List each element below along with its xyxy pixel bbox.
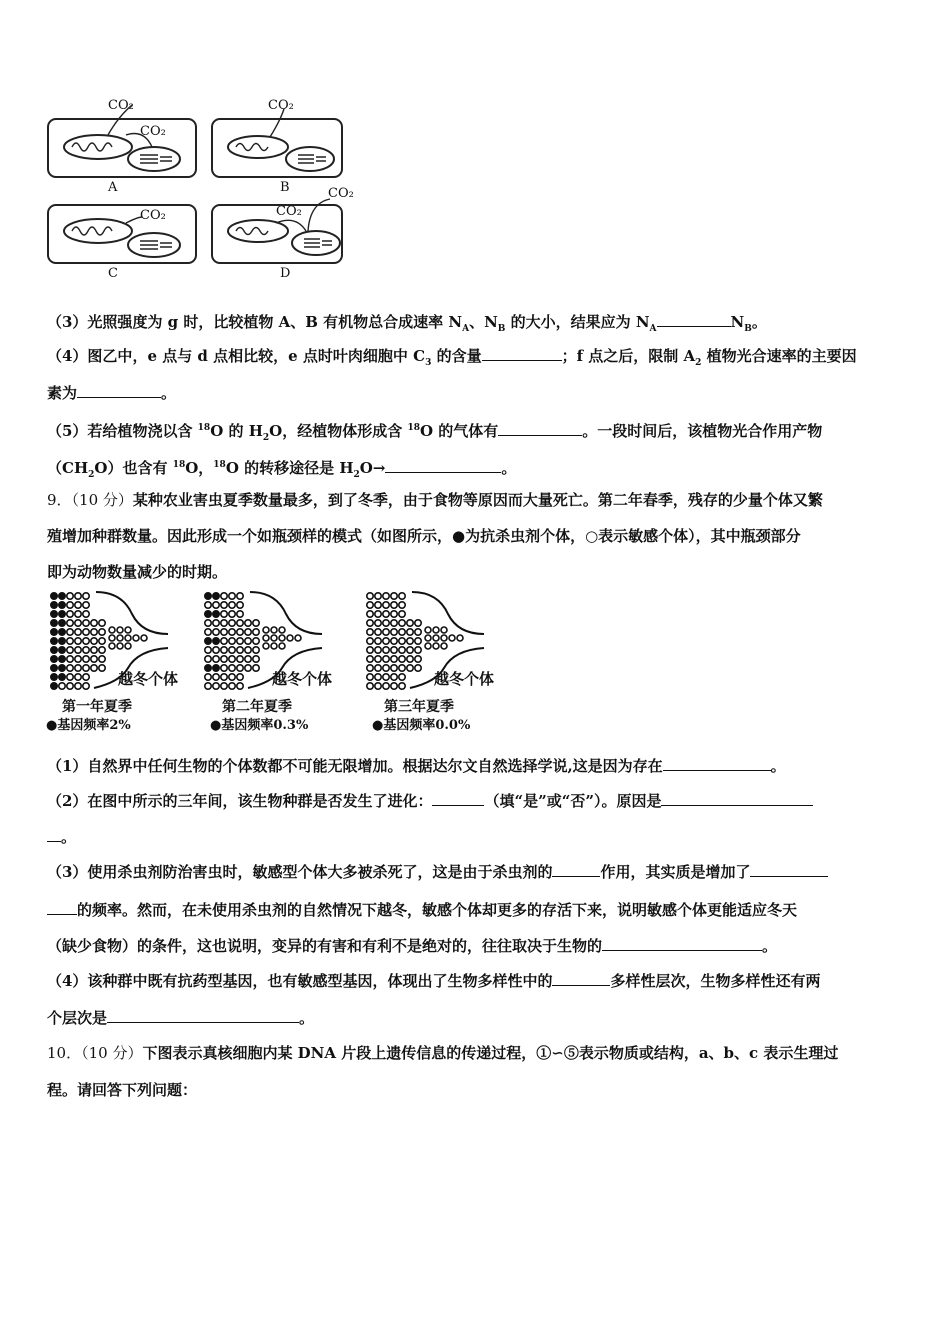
population-dot <box>425 643 431 649</box>
population-dot <box>221 674 227 680</box>
population-dot <box>407 638 413 644</box>
population-dot <box>213 629 219 635</box>
population-dot <box>59 665 65 671</box>
population-dot <box>237 656 243 662</box>
population-dot <box>51 629 57 635</box>
population-dot <box>287 635 293 641</box>
population-dot <box>441 643 447 649</box>
population-dot <box>399 602 405 608</box>
population-dot <box>125 643 131 649</box>
answer-blank[interactable] <box>602 936 762 951</box>
population-dot <box>415 629 421 635</box>
population-dot <box>109 643 115 649</box>
population-dot <box>399 647 405 653</box>
population-dot <box>253 647 259 653</box>
population-dot <box>415 620 421 626</box>
population-dot <box>59 647 65 653</box>
population-dot <box>415 647 421 653</box>
population-dot <box>383 647 389 653</box>
population-dot <box>383 674 389 680</box>
population-dot <box>391 683 397 689</box>
winter-label-1: 越冬个体 <box>118 670 179 688</box>
population-dot <box>67 674 73 680</box>
population-dot <box>391 647 397 653</box>
population-dot <box>99 629 105 635</box>
population-dot <box>67 620 73 626</box>
q9-part3-line2: 的频率。然而，在未使用杀虫剂的自然情况下越冬，敏感个体却更多的存活下来，说明敏感个体更能适应冬天 <box>47 900 907 920</box>
population-dot <box>213 683 219 689</box>
population-dot <box>271 627 277 633</box>
population-dot <box>205 665 211 671</box>
population-dot <box>67 602 73 608</box>
bottle-outline-top <box>250 592 322 634</box>
mitochondrion-a <box>64 135 132 159</box>
population-dot <box>383 638 389 644</box>
population-dot <box>229 638 235 644</box>
season-label-3: 第三年夏季 <box>384 699 454 715</box>
q8-part5-line2: $(CH_2O)$也含有 $^{18}$O，$^{18}$O 的转移途径是 $H_2O\to$ 。 <box>47 459 517 480</box>
population-dot <box>367 620 373 626</box>
population-dot <box>91 638 97 644</box>
cell-c-outline <box>48 205 196 263</box>
population-dot <box>83 665 89 671</box>
population-dot <box>399 593 405 599</box>
population-dot <box>253 665 259 671</box>
population-dot <box>253 638 259 644</box>
q10-line2: 程。请回答下列问题： <box>47 1081 198 1099</box>
winter-label-3: 越冬个体 <box>434 670 495 688</box>
population-dot <box>383 656 389 662</box>
q8-part4-line1: （4）图乙中，e 点与 d 点相比较，e 点时叶肉细胞中 $C_3$ 的含量 ；f 点之后，限制 $A_2$ 植物光合速率的主要因 <box>47 347 857 368</box>
population-dot <box>245 629 251 635</box>
population-dot <box>75 656 81 662</box>
population-dot <box>75 611 81 617</box>
answer-blank[interactable] <box>498 421 582 436</box>
population-dot <box>441 635 447 641</box>
population-dot <box>383 602 389 608</box>
population-dot <box>383 593 389 599</box>
population-dot <box>383 665 389 671</box>
cell-label-d: D <box>280 266 291 281</box>
season-label-1: 第一年夏季 <box>62 699 132 715</box>
population-dot <box>205 611 211 617</box>
population-dot <box>237 611 243 617</box>
population-dot <box>367 674 373 680</box>
population-dot <box>83 656 89 662</box>
question-number: 10．（10 分） <box>47 1044 143 1062</box>
population-dot <box>221 638 227 644</box>
population-dot <box>415 665 421 671</box>
freq-label-3: ●基因频率0.0% <box>372 718 471 733</box>
population-dot <box>399 674 405 680</box>
co2-label-c: CO₂ <box>140 208 166 223</box>
population-dot <box>237 674 243 680</box>
population-dot <box>229 611 235 617</box>
population-dot <box>117 635 123 641</box>
population-dot <box>237 638 243 644</box>
population-dot <box>221 665 227 671</box>
population-dot <box>83 674 89 680</box>
population-dot <box>221 683 227 689</box>
population-dot <box>59 602 65 608</box>
population-dot <box>221 602 227 608</box>
answer-blank[interactable] <box>657 312 731 327</box>
population-dot <box>213 611 219 617</box>
co2-label-d1: CO₂ <box>276 204 302 219</box>
population-dot <box>75 647 81 653</box>
population-dot <box>375 593 381 599</box>
answer-blank[interactable] <box>107 1008 299 1023</box>
q9-intro-line2: 殖增加种群数量。因此形成一个如瓶颈样的模式（如图所示，●为抗杀虫剂个体，○表示敏感个体），其中瓶颈部分 <box>47 527 801 545</box>
population-dot <box>91 629 97 635</box>
population-dot <box>391 638 397 644</box>
bottleneck-figure <box>44 590 524 740</box>
answer-blank[interactable] <box>432 791 484 806</box>
population-dot <box>117 627 123 633</box>
population-dot <box>433 627 439 633</box>
population-dot <box>51 611 57 617</box>
population-dot <box>213 647 219 653</box>
q9-part4-line2: 个层次是 。 <box>47 1009 315 1027</box>
population-dot <box>99 638 105 644</box>
population-dot <box>75 602 81 608</box>
population-dot <box>221 656 227 662</box>
population-dot <box>51 647 57 653</box>
population-dot <box>457 635 463 641</box>
population-dot <box>221 611 227 617</box>
population-dot <box>99 656 105 662</box>
population-dot <box>99 647 105 653</box>
population-dot <box>425 627 431 633</box>
population-dot <box>59 593 65 599</box>
q8-part3: （3）光照强度为 g 时，比较植物 A、B 有机物总合成速率 $N_A$、$N_B$ 的大小，结果应为 $N_A$ $N_B$。 <box>47 313 767 334</box>
population-dot <box>279 643 285 649</box>
q9-intro-line1: 9．（10 分）某种农业害虫夏季数量最多，到了冬季，由于食物等原因而大量死亡。第二年春季，残存的少量个体又繁 <box>47 491 823 509</box>
population-dot <box>59 629 65 635</box>
answer-blank[interactable] <box>750 862 828 877</box>
population-dot <box>205 656 211 662</box>
population-dot <box>213 638 219 644</box>
population-dot <box>391 629 397 635</box>
population-dot <box>415 656 421 662</box>
population-dot <box>213 593 219 599</box>
population-dot <box>295 635 301 641</box>
population-dot <box>375 638 381 644</box>
population-dot <box>407 629 413 635</box>
population-dot <box>237 665 243 671</box>
population-dot <box>125 635 131 641</box>
population-dot <box>237 629 243 635</box>
answer-blank[interactable] <box>482 346 562 361</box>
population-dot <box>205 647 211 653</box>
population-dot <box>51 674 57 680</box>
q8-part5-line1: （5）若给植物浇以含 $^{18}$O 的 $H_2O$，经植物体形成含 $^{18}$O 的气体有 。一段时间后，该植物光合作用产物 <box>47 422 823 443</box>
bottle-outline-top <box>412 592 484 634</box>
population-dot <box>375 602 381 608</box>
population-dot <box>205 593 211 599</box>
population-dot <box>367 647 373 653</box>
population-dot <box>83 602 89 608</box>
cell-label-b: B <box>280 180 290 195</box>
population-dot <box>205 683 211 689</box>
population-dot <box>391 674 397 680</box>
answer-blank[interactable] <box>47 827 61 842</box>
population-dot <box>205 674 211 680</box>
population-dot <box>205 638 211 644</box>
answer-blank[interactable] <box>385 458 501 473</box>
season-label-2: 第二年夏季 <box>222 699 292 715</box>
population-dot <box>75 683 81 689</box>
population-dot <box>391 656 397 662</box>
q9-part2-line2: 。 <box>47 827 907 847</box>
population-dot <box>51 638 57 644</box>
population-dot <box>67 656 73 662</box>
population-dot <box>213 665 219 671</box>
population-dot <box>67 665 73 671</box>
population-dot <box>399 638 405 644</box>
population-dot <box>229 629 235 635</box>
q10-line1: 10．（10 分）下图表示真核细胞内某 DNA 片段上遗传信息的传递过程，①∽⑤表示物质或结构，a、b、c 表示生理过 <box>47 1044 839 1062</box>
population-dot <box>205 620 211 626</box>
population-dot <box>59 638 65 644</box>
population-dot <box>391 611 397 617</box>
population-dot <box>263 627 269 633</box>
population-dot <box>237 620 243 626</box>
population-dot <box>425 635 431 641</box>
population-dot <box>229 665 235 671</box>
population-dot <box>229 674 235 680</box>
population-dot <box>391 602 397 608</box>
population-dot <box>399 629 405 635</box>
population-dot <box>375 611 381 617</box>
population-dot <box>399 656 405 662</box>
population-dot <box>375 665 381 671</box>
population-dot <box>253 620 259 626</box>
population-dot <box>229 683 235 689</box>
q9-part3-line3: （缺少食物）的条件，这也说明，变异的有害和有利不是绝对的，往往取决于生物的 。 <box>47 937 778 955</box>
population-dot <box>367 656 373 662</box>
population-dot <box>237 647 243 653</box>
mitochondrion-c <box>64 219 132 243</box>
population-dot <box>75 620 81 626</box>
population-dot <box>229 656 235 662</box>
population-dot <box>399 665 405 671</box>
co2-label-a2: CO₂ <box>140 124 166 139</box>
population-dot <box>245 638 251 644</box>
cell-a-outline <box>48 119 196 177</box>
population-dot <box>229 620 235 626</box>
population-dot <box>75 638 81 644</box>
q9-part2-line1: （2）在图中所示的三年间，该生物种群是否发生了进化： （填“是”或“否”）。原因是 <box>47 791 907 811</box>
co2-label-a1: CO₂ <box>108 98 134 113</box>
answer-blank[interactable] <box>661 791 813 806</box>
mitochondrion-b <box>228 136 288 158</box>
population-dot <box>221 593 227 599</box>
population-dot <box>415 638 421 644</box>
population-dot <box>375 683 381 689</box>
population-dot <box>237 593 243 599</box>
population-dot <box>407 620 413 626</box>
population-dot <box>383 620 389 626</box>
cell-label-a: A <box>108 180 118 195</box>
population-dot <box>375 656 381 662</box>
population-dot <box>109 627 115 633</box>
population-dot <box>375 674 381 680</box>
population-dot <box>91 665 97 671</box>
population-dot <box>59 674 65 680</box>
population-dot <box>51 683 57 689</box>
population-dot <box>221 647 227 653</box>
population-dot <box>399 620 405 626</box>
population-dot <box>245 665 251 671</box>
population-dot <box>67 638 73 644</box>
population-dot <box>83 683 89 689</box>
population-dot <box>75 674 81 680</box>
population-dot <box>213 620 219 626</box>
population-dot <box>399 611 405 617</box>
mitochondrion-d <box>228 220 288 242</box>
population-dot <box>59 656 65 662</box>
population-dot <box>229 593 235 599</box>
population-dot <box>263 643 269 649</box>
population-dot <box>433 643 439 649</box>
population-dot <box>83 629 89 635</box>
answer-blank[interactable] <box>552 862 600 877</box>
population-dot <box>117 643 123 649</box>
population-dot <box>253 629 259 635</box>
population-dot <box>441 627 447 633</box>
winter-label-2: 越冬个体 <box>272 670 333 688</box>
cell-label-c: C <box>108 266 118 281</box>
population-dot <box>391 665 397 671</box>
population-dot <box>67 683 73 689</box>
population-dot <box>59 611 65 617</box>
population-dot <box>67 647 73 653</box>
freq-label-2: ●基因频率0.3% <box>210 718 309 733</box>
population-dot <box>367 638 373 644</box>
population-dot <box>141 635 147 641</box>
population-dot <box>375 620 381 626</box>
population-dot <box>59 620 65 626</box>
population-dot <box>253 656 259 662</box>
population-dot <box>67 593 73 599</box>
population-dot <box>367 683 373 689</box>
answer-blank[interactable] <box>47 900 77 915</box>
population-dot <box>271 635 277 641</box>
population-dot <box>67 611 73 617</box>
population-dot <box>51 665 57 671</box>
population-dot <box>383 611 389 617</box>
population-dot <box>99 620 105 626</box>
answer-blank[interactable] <box>663 756 771 771</box>
population-dot <box>213 602 219 608</box>
population-dot <box>229 647 235 653</box>
question-number: 9．（10 分） <box>47 491 133 509</box>
population-dot <box>51 656 57 662</box>
population-dot <box>51 602 57 608</box>
population-dot <box>205 629 211 635</box>
population-dot <box>83 593 89 599</box>
population-dot <box>229 602 235 608</box>
population-dot <box>279 627 285 633</box>
population-dot <box>263 635 269 641</box>
population-dot <box>75 629 81 635</box>
population-dot <box>221 629 227 635</box>
population-dot <box>433 635 439 641</box>
population-dot <box>51 620 57 626</box>
population-dot <box>91 620 97 626</box>
population-dot <box>367 629 373 635</box>
q9-intro-line3: 即为动物数量减少的时期。 <box>47 563 228 581</box>
answer-blank[interactable] <box>77 383 161 398</box>
population-dot <box>83 647 89 653</box>
population-dot <box>245 620 251 626</box>
population-dot <box>59 683 65 689</box>
population-dot <box>407 656 413 662</box>
population-dot <box>449 635 455 641</box>
population-dot <box>367 593 373 599</box>
population-dot <box>367 611 373 617</box>
population-dot <box>213 656 219 662</box>
population-dot <box>67 629 73 635</box>
population-dot <box>383 629 389 635</box>
population-dot <box>407 665 413 671</box>
answer-blank[interactable] <box>552 971 610 986</box>
population-dot <box>109 635 115 641</box>
population-dot <box>391 620 397 626</box>
q9-part1: （1）自然界中任何生物的个体数都不可能无限增加。根据达尔文自然选择学说,这是因为存在 。 <box>47 757 786 775</box>
population-dot <box>367 665 373 671</box>
q8-part4-line2: 素为 。 <box>47 384 177 402</box>
population-dot <box>75 665 81 671</box>
population-dot <box>279 635 285 641</box>
population-dot <box>99 665 105 671</box>
population-dot <box>245 656 251 662</box>
population-dot <box>205 602 211 608</box>
population-dot <box>91 656 97 662</box>
population-dot <box>391 593 397 599</box>
bottle-outline-top <box>96 592 168 634</box>
population-dot <box>375 629 381 635</box>
population-dot <box>83 620 89 626</box>
population-dot <box>407 647 413 653</box>
population-dot <box>375 647 381 653</box>
q9-part3-line1: （3）使用杀虫剂防治害虫时，敏感型个体大多被杀死了，这是由于杀虫剂的 作用，其实质是增加了 <box>47 862 907 882</box>
q9-part4-line1: （4）该种群中既有抗药型基因，也有敏感型基因，体现出了生物多样性中的 多样性层次，生物多样性还有两 <box>47 972 821 990</box>
population-dot <box>221 620 227 626</box>
population-dot <box>367 602 373 608</box>
population-dot <box>271 643 277 649</box>
population-dot <box>245 647 251 653</box>
population-dot <box>125 627 131 633</box>
population-dot <box>399 683 405 689</box>
co2-label-b: CO₂ <box>268 98 294 113</box>
population-dot <box>133 635 139 641</box>
population-dot <box>91 647 97 653</box>
co2-label-d2: CO₂ <box>328 186 354 201</box>
population-dot <box>383 683 389 689</box>
population-dot <box>75 593 81 599</box>
population-dot <box>237 683 243 689</box>
population-dot <box>213 674 219 680</box>
population-dot <box>83 611 89 617</box>
population-dot <box>237 602 243 608</box>
freq-label-1: ●基因频率2% <box>46 718 131 733</box>
population-dot <box>51 593 57 599</box>
cell-diagram-figure <box>40 95 370 285</box>
population-dot <box>83 638 89 644</box>
